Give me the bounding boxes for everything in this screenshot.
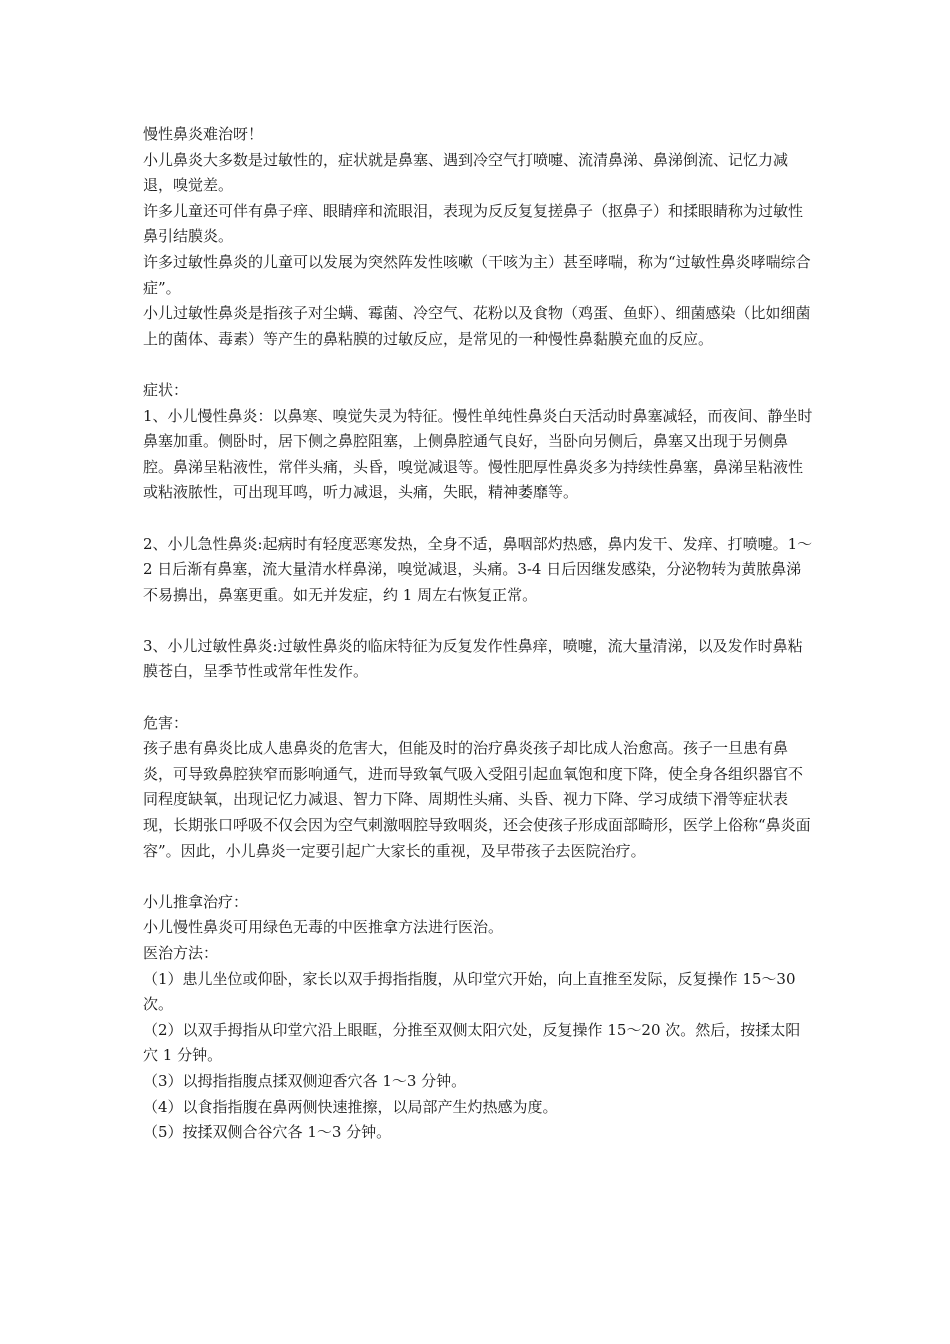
intro-paragraph: 许多过敏性鼻炎的儿童可以发展为突然阵发性咳嗽（干咳为主）甚至哮喘，称为“过敏性鼻炎哮喘综合症”。 xyxy=(143,252,811,297)
method-item: （2）以双手拇指从印堂穴沿上眼眶，分推至双侧太阳穴处，反复操作 15～20 次。然后，按揉太阳穴 1 分钟。 xyxy=(143,1020,801,1065)
blank-line xyxy=(143,352,815,378)
symptoms-heading: 症状： xyxy=(143,380,189,399)
massage-heading: 小儿推拿治疗： xyxy=(143,892,249,911)
blank-line xyxy=(143,864,815,890)
method-item: （3）以拇指指腹点揉双侧迎香穴各 1～3 分钟。 xyxy=(143,1071,467,1090)
symptom-paragraph: 3、小儿过敏性鼻炎:过敏性鼻炎的临床特征为反复发作性鼻痒，喷嚏，流大量清涕，以及发作时鼻粘膜苍白，呈季节性或常年性发作。 xyxy=(143,636,803,681)
intro-paragraph: 小儿过敏性鼻炎是指孩子对尘螨、霉菌、冷空气、花粉以及食物（鸡蛋、鱼虾）、细菌感染（比如细菌上的菌体、毒素）等产生的鼻粘膜的过敏反应，是常见的一种慢性鼻黏膜充血的反应。 xyxy=(143,304,811,348)
massage-intro: 小儿慢性鼻炎可用绿色无毒的中医推拿方法进行医治。 xyxy=(143,918,504,937)
symptom-paragraph: 2、小儿急性鼻炎:起病时有轻度恶寒发热，全身不适，鼻咽部灼热感，鼻内发干、发痒、打喷嚏。1～2 日后渐有鼻塞，流大量清水样鼻涕，嗅觉减退，头痛。3-4 日后因继发感染，分泌物转为黄脓鼻涕不易擤出，鼻塞更重。如无并发症，约 1 周左右恢复正常。 xyxy=(143,534,813,604)
harm-paragraph: 孩子患有鼻炎比成人患鼻炎的危害大，但能及时的治疗鼻炎孩子却比成人治愈高。孩子一旦患有鼻炎，可导致鼻腔狭窄而影响通气，进而导致氧气吸入受阻引起血氧饱和度下降，使全身各组织器官不同程度缺氧，出现记忆力减退、智力下降、周期性头痛、头昏、视力下降、学习成绩下滑等症状表现，长期张口呼吸不仅会因为空气刺激咽腔导致咽炎，还会使孩子形成面部畸形，医学上俗称“鼻炎面容”。因此，小儿鼻炎一定要引起广大家长的重视，及早带孩子去医院治疗。 xyxy=(143,739,811,860)
method-item: （1）患儿坐位或仰卧，家长以双手拇指指腹，从印堂穴开始，向上直推至发际，反复操作 15～30 次。 xyxy=(143,969,796,1014)
blank-line xyxy=(143,685,815,711)
method-heading: 医治方法： xyxy=(143,944,219,962)
harm-heading: 危害： xyxy=(143,713,189,732)
method-item: （5）按揉双侧合谷穴各 1～3 分钟。 xyxy=(143,1123,392,1142)
intro-paragraph: 小儿鼻炎大多数是过敏性的，症状就是鼻塞、遇到冷空气打喷嚏、流清鼻涕、鼻涕倒流、记忆力减退，嗅觉差。 xyxy=(143,150,789,195)
symptom-paragraph: 1、小儿慢性鼻炎：以鼻寒、嗅觉失灵为特征。慢性单纯性鼻炎白天活动时鼻塞减轻，而夜间、静坐时鼻塞加重。侧卧时，居下侧之鼻腔阻塞，上侧鼻腔通气良好，当卧向另侧后，鼻塞又出现于另侧鼻腔。鼻涕呈粘液性，常伴头痛，头昏，嗅觉减退等。慢性肥厚性鼻炎多为持续性鼻塞，鼻涕呈粘液性或粘液脓性，可出现耳鸣，听力减退，头痛，失眠，精神萎靡等。 xyxy=(143,406,813,502)
method-item: （4）以食指指腹在鼻两侧快速推擦，以局部产生灼热感为度。 xyxy=(143,1097,558,1116)
document-page xyxy=(143,122,815,1146)
intro-paragraph: 许多儿童还可伴有鼻子痒、眼睛痒和流眼泪，表现为反反复复搓鼻子（抠鼻子）和揉眼睛称为过敏性鼻引结膜炎。 xyxy=(143,201,804,246)
document-title: 慢性鼻炎难治呀！ xyxy=(143,125,264,143)
blank-line xyxy=(143,506,815,532)
blank-line xyxy=(143,608,815,634)
